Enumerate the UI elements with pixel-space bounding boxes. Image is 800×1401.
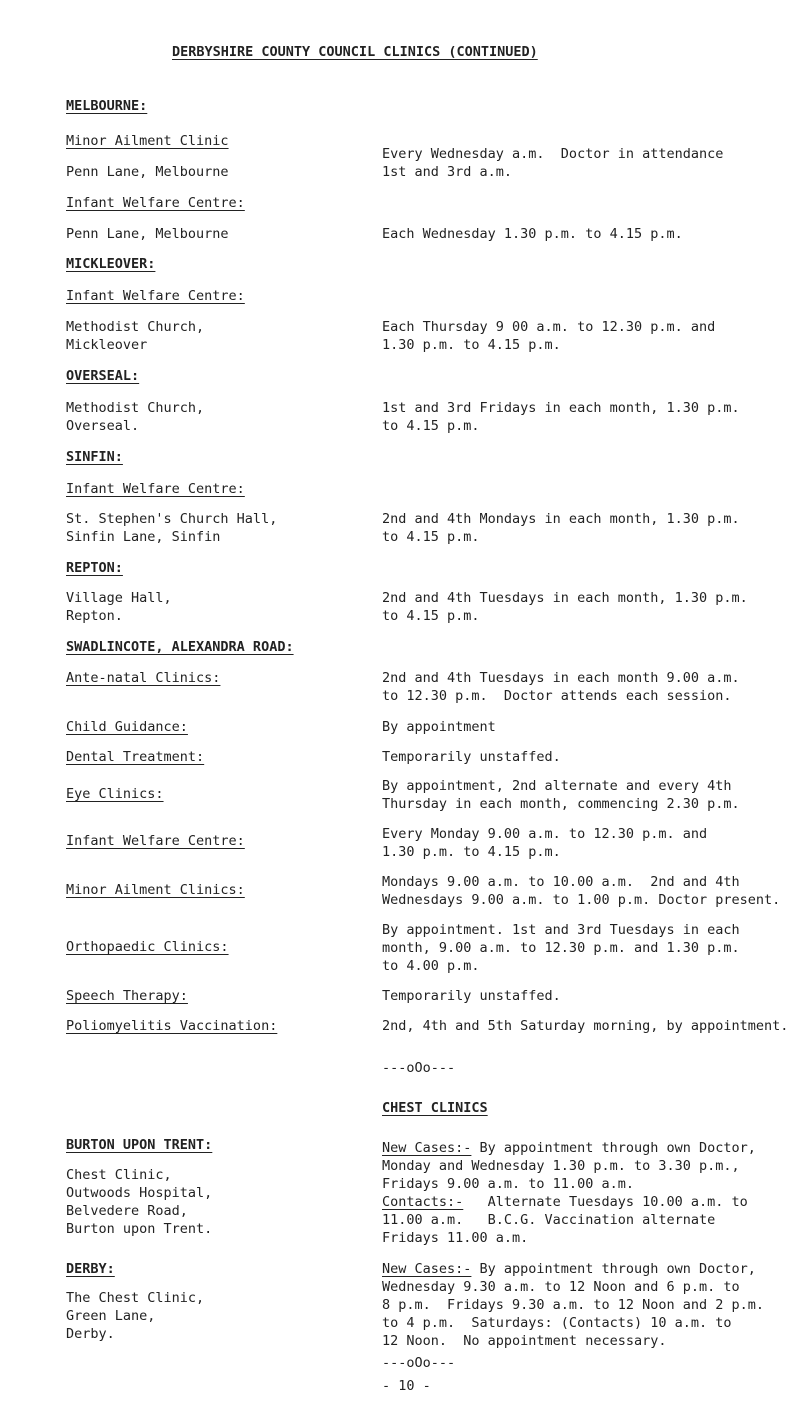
eye-label: Eye Clinics: (66, 786, 164, 802)
antenatal-time-2: to 12.30 p.m. Doctor attends each session. (382, 688, 732, 704)
derby-line-5: 12 Noon. No appointment necessary. (382, 1333, 667, 1349)
sinfin-time-2: to 4.15 p.m. (382, 529, 480, 545)
sinfin-time-1: 2nd and 4th Mondays in each month, 1.30 p.m. (382, 511, 740, 527)
derby-location-2: Green Lane, (66, 1308, 156, 1324)
burton-location-4: Burton upon Trent. (66, 1221, 213, 1237)
repton-location-2: Repton. (66, 608, 123, 624)
burton-location-2: Outwoods Hospital, (66, 1185, 213, 1201)
antenatal-label: Ante-natal Clinics: (66, 670, 221, 686)
ortho-time-3: to 4.00 p.m. (382, 958, 480, 974)
repton-heading: REPTON: (66, 560, 123, 576)
melbourne-heading: MELBOURNE: (66, 98, 148, 114)
overseal-time-2: to 4.15 p.m. (382, 418, 480, 434)
sinfin-label: Infant Welfare Centre: (66, 481, 245, 497)
ortho-time-2: month, 9.00 a.m. to 12.30 p.m. and 1.30 p.m. (382, 940, 740, 956)
minor-ailment-time-2: 1st and 3rd a.m. (382, 164, 513, 180)
eye-time-2: Thursday in each month, commencing 2.30 p.m. (382, 796, 740, 812)
separator: ---oOo--- (382, 1060, 456, 1076)
overseal-heading: OVERSEAL: (66, 368, 140, 384)
mickleover-heading: MICKLEOVER: (66, 256, 156, 272)
burton-heading: BURTON UPON TRENT: (66, 1137, 213, 1153)
separator: ---oOo--- (382, 1355, 456, 1371)
infant-welfare-location: Penn Lane, Melbourne (66, 226, 229, 242)
eye-time-1: By appointment, 2nd alternate and every 4th (382, 778, 732, 794)
dental-label: Dental Treatment: (66, 749, 205, 765)
minor-ailment-time-1: Every Wednesday a.m. Doctor in attendance (382, 146, 724, 162)
minor-label: Minor Ailment Clinics: (66, 882, 245, 898)
page-number: - 10 - (382, 1378, 431, 1394)
antenatal-time-1: 2nd and 4th Tuesdays in each month 9.00 a.m. (382, 670, 740, 686)
child-guidance-time: By appointment (382, 719, 496, 735)
polio-time: 2nd, 4th and 5th Saturday morning, by appointment. (382, 1018, 789, 1034)
burton-contacts-label: Contacts:- (382, 1194, 464, 1210)
mickleover-time-1: Each Thursday 9 00 a.m. to 12.30 p.m. and (382, 319, 716, 335)
mickleover-location-1: Methodist Church, (66, 319, 205, 335)
burton-line-3: Fridays 9.00 a.m. to 11.00 a.m. (382, 1176, 634, 1192)
sinfin-location-1: St. Stephen's Church Hall, (66, 511, 278, 527)
minor-time-1: Mondays 9.00 a.m. to 10.00 a.m. 2nd and 4th (382, 874, 740, 890)
burton-line-2: Monday and Wednesday 1.30 p.m. to 3.30 p.m., (382, 1158, 740, 1174)
overseal-time-1: 1st and 3rd Fridays in each month, 1.30 p.m. (382, 400, 740, 416)
chest-clinics-heading: CHEST CLINICS (382, 1100, 488, 1116)
derby-new-cases-text: By appointment through own Doctor, (471, 1261, 756, 1277)
infant-time-1: Every Monday 9.00 a.m. to 12.30 p.m. and (382, 826, 708, 842)
minor-ailment-location: Penn Lane, Melbourne (66, 164, 229, 180)
child-guidance-label: Child Guidance: (66, 719, 188, 735)
burton-contacts-text: Alternate Tuesdays 10.00 a.m. to (463, 1194, 748, 1210)
derby-location-1: The Chest Clinic, (66, 1290, 205, 1306)
burton-location-1: Chest Clinic, (66, 1167, 172, 1183)
derby-line-3: 8 p.m. Fridays 9.30 a.m. to 12 Noon and 2 p.m. (382, 1297, 765, 1313)
polio-label: Poliomyelitis Vaccination: (66, 1018, 278, 1034)
infant-label: Infant Welfare Centre: (66, 833, 245, 849)
burton-line-4 (382, 1194, 748, 1211)
burton-new-cases-label: New Cases:- (382, 1140, 472, 1156)
burton-line-1 (382, 1140, 756, 1157)
burton-line-5: 11.00 a.m. B.C.G. Vaccination alternate (382, 1212, 716, 1228)
speech-label: Speech Therapy: (66, 988, 188, 1004)
derby-location-3: Derby. (66, 1326, 115, 1342)
ortho-label: Orthopaedic Clinics: (66, 939, 229, 955)
overseal-location-2: Overseal. (66, 418, 140, 434)
dental-time: Temporarily unstaffed. (382, 749, 561, 765)
burton-new-cases-text: By appointment through own Doctor, (471, 1140, 756, 1156)
infant-welfare-label: Infant Welfare Centre: (66, 195, 245, 211)
derby-line-2: Wednesday 9.30 a.m. to 12 Noon and 6 p.m. to (382, 1279, 740, 1295)
mickleover-time-2: 1.30 p.m. to 4.15 p.m. (382, 337, 561, 353)
mickleover-location-2: Mickleover (66, 337, 148, 353)
repton-location-1: Village Hall, (66, 590, 172, 606)
page-title: DERBYSHIRE COUNTY COUNCIL CLINICS (CONTINUED) (172, 44, 538, 60)
sinfin-location-2: Sinfin Lane, Sinfin (66, 529, 221, 545)
infant-welfare-time: Each Wednesday 1.30 p.m. to 4.15 p.m. (382, 226, 683, 242)
minor-time-2: Wednesdays 9.00 a.m. to 1.00 p.m. Doctor present. (382, 892, 781, 908)
derby-line-4: to 4 p.m. Saturdays: (Contacts) 10 a.m. to (382, 1315, 732, 1331)
overseal-location-1: Methodist Church, (66, 400, 205, 416)
derby-line-1 (382, 1261, 756, 1278)
mickleover-label: Infant Welfare Centre: (66, 288, 245, 304)
derby-new-cases-label: New Cases:- (382, 1261, 472, 1277)
derby-heading: DERBY: (66, 1261, 115, 1277)
minor-ailment-label: Minor Ailment Clinic (66, 133, 229, 149)
swadlincote-heading: SWADLINCOTE, ALEXANDRA ROAD: (66, 639, 294, 655)
repton-time-1: 2nd and 4th Tuesdays in each month, 1.30 p.m. (382, 590, 748, 606)
burton-line-6: Fridays 11.00 a.m. (382, 1230, 529, 1246)
speech-time: Temporarily unstaffed. (382, 988, 561, 1004)
sinfin-heading: SINFIN: (66, 449, 123, 465)
ortho-time-1: By appointment. 1st and 3rd Tuesdays in each (382, 922, 740, 938)
repton-time-2: to 4.15 p.m. (382, 608, 480, 624)
burton-location-3: Belvedere Road, (66, 1203, 188, 1219)
infant-time-2: 1.30 p.m. to 4.15 p.m. (382, 844, 561, 860)
